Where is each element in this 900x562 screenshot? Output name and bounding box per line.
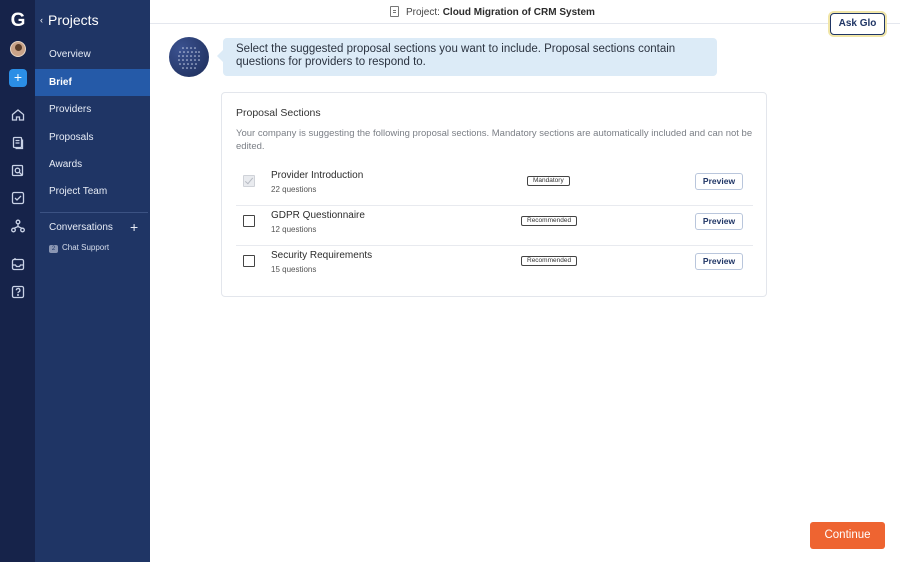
- create-plus-icon[interactable]: +: [9, 69, 27, 87]
- section-name: Security Requirements: [271, 250, 373, 261]
- search-document-icon[interactable]: [10, 163, 26, 179]
- section-row: [236, 206, 753, 246]
- recommended-tag: Recommended: [521, 216, 577, 226]
- chat-support-label: Chat Support: [62, 243, 110, 252]
- chat-support-item[interactable]: [49, 243, 109, 253]
- section-name: Provider Introduction: [271, 170, 364, 181]
- task-check-icon[interactable]: [10, 190, 26, 206]
- chat-count-badge: 2: [49, 245, 58, 253]
- sidebar-item-providers[interactable]: Providers: [49, 104, 92, 115]
- project-prefix: Project:: [406, 7, 440, 18]
- section-checkbox-disabled: [243, 175, 255, 187]
- sidebar-item-overview[interactable]: Overview: [49, 49, 91, 60]
- section-question-count: 22 questions: [271, 185, 317, 194]
- preview-button[interactable]: Preview: [695, 253, 743, 270]
- sidebar-item-proposals[interactable]: Proposals: [49, 132, 94, 143]
- preview-button[interactable]: Preview: [695, 173, 743, 190]
- documents-icon[interactable]: [10, 135, 26, 151]
- card-title: Proposal Sections: [236, 107, 321, 119]
- user-avatar[interactable]: [10, 41, 26, 57]
- conversations-label[interactable]: Conversations: [49, 222, 113, 233]
- side-navigation: [35, 0, 150, 562]
- mandatory-tag: Mandatory: [527, 176, 570, 186]
- card-description: Your company is suggesting the following proposal sections. Mandatory sections are automatically included and can not be edited.: [236, 128, 753, 152]
- sidenav-title: Projects: [48, 12, 99, 28]
- app-logo-icon[interactable]: G: [10, 10, 26, 31]
- project-name: Cloud Migration of CRM System: [442, 7, 595, 18]
- section-row: [236, 166, 753, 206]
- home-icon[interactable]: [10, 107, 26, 123]
- section-question-count: 12 questions: [271, 225, 317, 234]
- recommended-tag: Recommended: [521, 256, 577, 266]
- section-name: GDPR Questionnaire: [271, 210, 365, 221]
- document-icon: [390, 6, 399, 17]
- assistant-message: Select the suggested proposal sections you want to include. Proposal sections contain questions for providers to respond to.: [223, 38, 717, 76]
- section-question-count: 15 questions: [271, 265, 317, 274]
- glo-assistant-avatar: [169, 37, 209, 77]
- projects-back-link[interactable]: [40, 12, 99, 28]
- sidebar-item-awards[interactable]: Awards: [49, 159, 83, 170]
- ask-glo-button[interactable]: Ask Glo: [830, 13, 885, 35]
- sidebar-item-brief[interactable]: Brief: [35, 69, 150, 96]
- project-title: [390, 6, 595, 18]
- inbox-icon[interactable]: [10, 256, 26, 272]
- help-icon[interactable]: [10, 284, 26, 300]
- sidebar-item-project-team[interactable]: Project Team: [49, 186, 108, 197]
- proposal-sections-card: [221, 92, 767, 297]
- sidenav-divider: [40, 212, 148, 213]
- chevron-left-icon: ‹: [40, 15, 43, 25]
- section-checkbox[interactable]: [243, 255, 255, 267]
- section-row: [236, 246, 753, 286]
- add-conversation-icon[interactable]: +: [130, 219, 139, 235]
- top-bar: [150, 0, 900, 24]
- org-chart-icon[interactable]: [10, 218, 26, 234]
- preview-button[interactable]: Preview: [695, 213, 743, 230]
- icon-rail: [0, 0, 35, 562]
- continue-button[interactable]: Continue: [810, 522, 885, 549]
- section-checkbox[interactable]: [243, 215, 255, 227]
